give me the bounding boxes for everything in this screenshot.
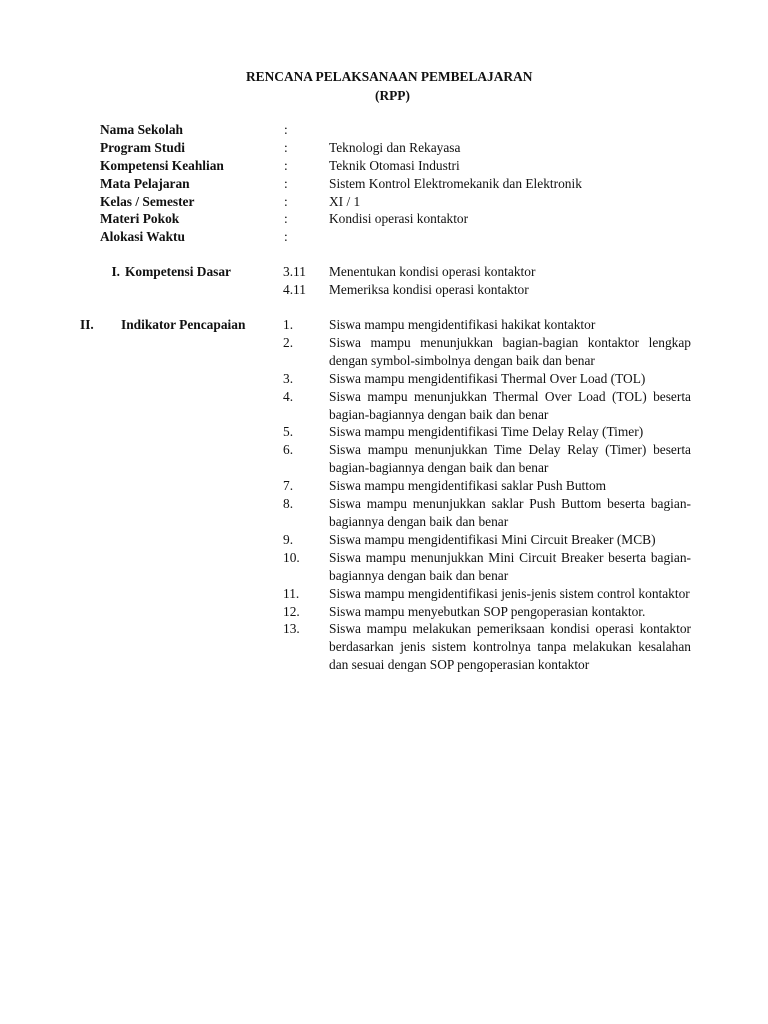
indikator-list — [283, 316, 691, 674]
identity-row-materi-pokok — [100, 210, 720, 228]
identity-colon: : — [284, 175, 288, 191]
section-label: Indikator Pencapaian — [121, 317, 246, 332]
item-text: Menentukan kondisi operasi kontaktor — [329, 264, 536, 279]
identity-value: Teknologi dan Rekayasa — [329, 139, 461, 155]
item-number: 3. — [283, 370, 294, 386]
section-number: II. — [80, 317, 94, 332]
identity-label: Materi Pokok — [100, 211, 180, 227]
identity-row-kompetensi-keahlian — [100, 157, 720, 175]
item-text: Siswa mampu menunjukkan Time Delay Relay (Timer) beserta bagian-bagiannya dengan baik dan benar — [329, 442, 691, 476]
item-number: 3.11 — [283, 264, 306, 279]
item-number: 11. — [283, 585, 300, 601]
identity-row-program-studi — [100, 139, 720, 157]
identity-value: Sistem Kontrol Elektromekanik dan Elektronik — [329, 175, 582, 191]
identity-table — [100, 121, 720, 246]
item-text: Siswa mampu menunjukkan Thermal Over Load (TOL) beserta bagian-bagiannya dengan baik dan benar — [329, 388, 691, 422]
identity-row-alokasi-waktu — [100, 228, 720, 246]
item-number: 12. — [283, 603, 300, 619]
title-line-1: RENCANA PELAKSANAAN PEMBELAJARAN — [246, 69, 533, 84]
list-item — [283, 423, 691, 441]
item-text: Siswa mampu menunjukkan Mini Circuit Breaker beserta bagian-bagiannya dengan baik dan benar — [329, 549, 691, 583]
item-number: 6. — [283, 442, 294, 458]
item-number: 2. — [283, 334, 294, 350]
section-number: I. — [111, 264, 120, 279]
item-text: Siswa mampu melakukan pemeriksaan kondisi operasi kontaktor berdasarkan jenis sistem kontrolnya tanpa melakukan kesalahan dan sesuai dengan SOP pengoperasian kontaktor — [329, 621, 691, 673]
item-number: 9. — [283, 531, 294, 547]
item-number: 4. — [283, 388, 294, 404]
item-number: 4.11 — [283, 281, 306, 297]
identity-label: Nama Sekolah — [100, 122, 183, 137]
section-heading — [80, 316, 245, 334]
identity-value: Teknik Otomasi Industri — [329, 157, 460, 173]
list-item — [283, 316, 691, 334]
list-item — [283, 281, 691, 299]
item-number: 8. — [283, 496, 294, 512]
list-item — [283, 531, 691, 549]
item-text: Siswa mampu mengidentifikasi hakikat kontaktor — [329, 317, 596, 332]
list-item — [283, 441, 691, 477]
item-number: 13. — [283, 621, 300, 637]
section-label: Kompetensi Dasar — [125, 264, 232, 279]
identity-label: Kelas / Semester — [100, 193, 195, 209]
item-number: 1. — [283, 317, 294, 332]
identity-colon: : — [284, 229, 288, 245]
kompetensi-dasar-list — [283, 263, 691, 299]
list-item — [283, 585, 691, 603]
item-text: Memeriksa kondisi operasi kontaktor — [329, 281, 529, 297]
identity-value: Kondisi operasi kontaktor — [329, 211, 469, 227]
title-line-2: (RPP) — [375, 88, 410, 103]
item-number: 5. — [283, 424, 294, 440]
item-text: Siswa mampu menunjukkan bagian-bagian kontaktor lengkap dengan symbol-simbolnya dengan baik dan benar — [329, 334, 691, 368]
list-item — [283, 495, 691, 531]
item-text: Siswa mampu mengidentifikasi Thermal Over Load (TOL) — [329, 370, 646, 386]
identity-colon: : — [284, 122, 288, 137]
item-number: 10. — [283, 549, 300, 565]
list-item — [283, 388, 691, 424]
identity-colon: : — [284, 139, 288, 155]
identity-colon: : — [284, 157, 288, 173]
identity-row-mata-pelajaran — [100, 175, 720, 193]
list-item — [283, 477, 691, 495]
item-text: Siswa mampu mengidentifikasi saklar Push Buttom — [329, 478, 607, 494]
section-heading — [100, 263, 231, 281]
list-item — [283, 263, 691, 281]
identity-colon: : — [284, 193, 288, 209]
identity-row-nama-sekolah — [100, 121, 720, 139]
list-item — [283, 620, 691, 674]
list-item — [283, 549, 691, 585]
identity-row-kelas-semester — [100, 193, 720, 211]
identity-label: Mata Pelajaran — [100, 175, 190, 191]
item-text: Siswa mampu mengidentifikasi Mini Circuit Breaker (MCB) — [329, 531, 656, 547]
identity-label: Kompetensi Keahlian — [100, 157, 224, 173]
item-number: 7. — [283, 478, 294, 494]
identity-value: XI / 1 — [329, 193, 361, 209]
identity-label: Alokasi Waktu — [100, 229, 185, 245]
list-item — [283, 334, 691, 370]
list-item — [283, 603, 691, 621]
item-text: Siswa mampu mengidentifikasi jenis-jenis sistem control kontaktor — [329, 585, 690, 601]
item-text: Siswa mampu mengidentifikasi Time Delay Relay (Timer) — [329, 424, 644, 440]
identity-label: Program Studi — [100, 139, 185, 155]
identity-colon: : — [284, 211, 288, 227]
list-item — [283, 370, 691, 388]
item-text: Siswa mampu menunjukkan saklar Push Buttom beserta bagian-bagiannya dengan baik dan benar — [329, 496, 691, 529]
item-text: Siswa mampu menyebutkan SOP pengoperasian kontaktor. — [329, 603, 646, 619]
